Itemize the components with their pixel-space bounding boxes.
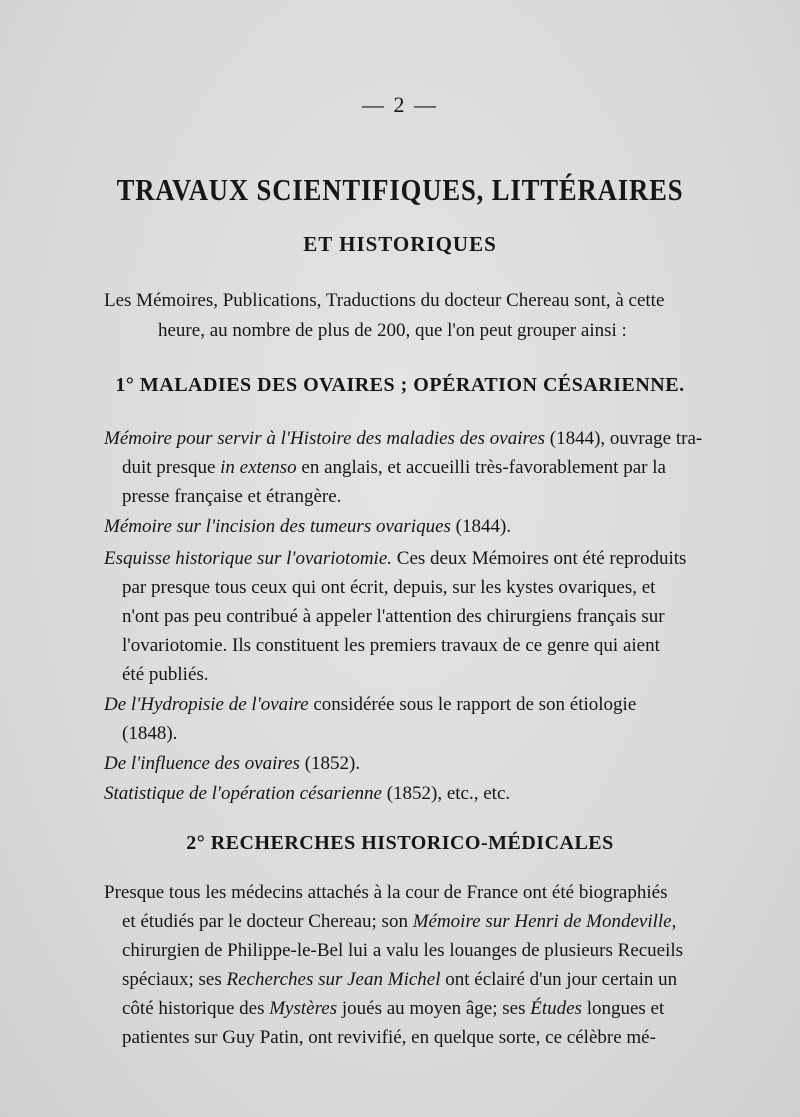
entry-text: Ces deux Mémoires ont été reproduits (392, 548, 687, 569)
paragraph-line: Presque tous les médecins attachés à la cour de France ont été biographiés (104, 882, 668, 903)
paragraph-line (122, 965, 762, 994)
work-title: Recherches sur Jean Michel (226, 969, 441, 990)
entry-text: duit presque (122, 457, 221, 478)
entry-continuation (122, 453, 762, 482)
work-title: Études (530, 998, 582, 1019)
entry-text: en anglais, et accueilli très-favorablement par la (296, 457, 666, 478)
intro-line: heure, au nombre de plus de 200, que l'on peut grouper ainsi : (158, 320, 627, 341)
paragraph-text: côté historique des (122, 998, 270, 1019)
paragraph-line (122, 907, 762, 936)
page-number: — 2 — (362, 92, 438, 117)
paragraph-text: et étudiés par le docteur Chereau; son (122, 911, 413, 932)
work-title: Mémoire pour servir à l'Histoire des maladies des ovaires (104, 428, 546, 449)
work-title: Mémoire sur l'incision des tumeurs ovariques (104, 516, 451, 537)
paragraph-line: patientes sur Guy Patin, ont revivifié, en quelque sorte, ce célèbre mé- (122, 1027, 656, 1048)
entry-text: (1844). (450, 516, 512, 537)
work-title: Mémoire sur Henri de Mondeville, (412, 911, 677, 932)
entry-text: (1852). (299, 753, 361, 774)
page-title: TRAVAUX SCIENTIFIQUES, LITTÉRAIRES (116, 172, 684, 207)
work-title-prefix: De (104, 694, 131, 715)
paragraph-text: longues et (581, 998, 665, 1019)
entry-text: (1852), etc., etc. (381, 783, 511, 804)
paragraph-text: joués au moyen âge; ses (337, 998, 531, 1019)
paragraph-text: spéciaux; ses (122, 969, 227, 990)
section-heading-historico: 2° RECHERCHES HISTORICO-MÉDICALES (186, 832, 614, 854)
paragraph-line: chirurgien de Philippe-le-Bel lui a valu les louanges de plusieurs Recueils (122, 940, 684, 961)
bibliography-entry (104, 424, 764, 453)
bibliography-entry (104, 749, 764, 778)
bibliography-entry (104, 544, 764, 573)
work-title: De l'influence des ovaires (104, 753, 300, 774)
entry-continuation: l'ovariotomie. Ils constituent les premiers travaux de ce genre qui aient (122, 635, 660, 656)
entry-continuation: n'ont pas peu contribué à appeler l'attention des chirurgiens français sur (122, 606, 665, 627)
work-title: Statistique de l'opération césarienne (104, 783, 382, 804)
work-title: l'Hydropisie de l'ovaire (130, 694, 309, 715)
entry-continuation: par presque tous ceux qui ont écrit, depuis, sur les kystes ovariques, et (122, 577, 656, 598)
paragraph-text: ont éclairé d'un jour certain un (440, 969, 678, 990)
entry-continuation: (1848). (122, 723, 178, 744)
bibliography-entry (104, 779, 764, 808)
entry-text: considérée sous le rapport de son étiologie (308, 694, 637, 715)
italic-phrase: in extenso (220, 457, 297, 478)
entry-continuation: presse française et étrangère. (122, 486, 342, 507)
entry-continuation: été publiés. (122, 664, 209, 685)
section-heading-ovaires: 1° MALADIES DES OVAIRES ; OPÉRATION CÉSARIENNE. (115, 374, 685, 396)
work-title: Esquisse historique sur l'ovariotomie. (104, 548, 393, 569)
entry-text: (1844), ouvrage tra- (545, 428, 703, 449)
bibliography-entry (104, 512, 764, 541)
intro-line: Les Mémoires, Publications, Traductions du docteur Chereau sont, à cette (104, 290, 665, 311)
paragraph-line (122, 994, 762, 1023)
bibliography-entry (104, 690, 764, 719)
page-subtitle: ET HISTORIQUES (303, 232, 497, 256)
work-title: Mystères (269, 998, 338, 1019)
